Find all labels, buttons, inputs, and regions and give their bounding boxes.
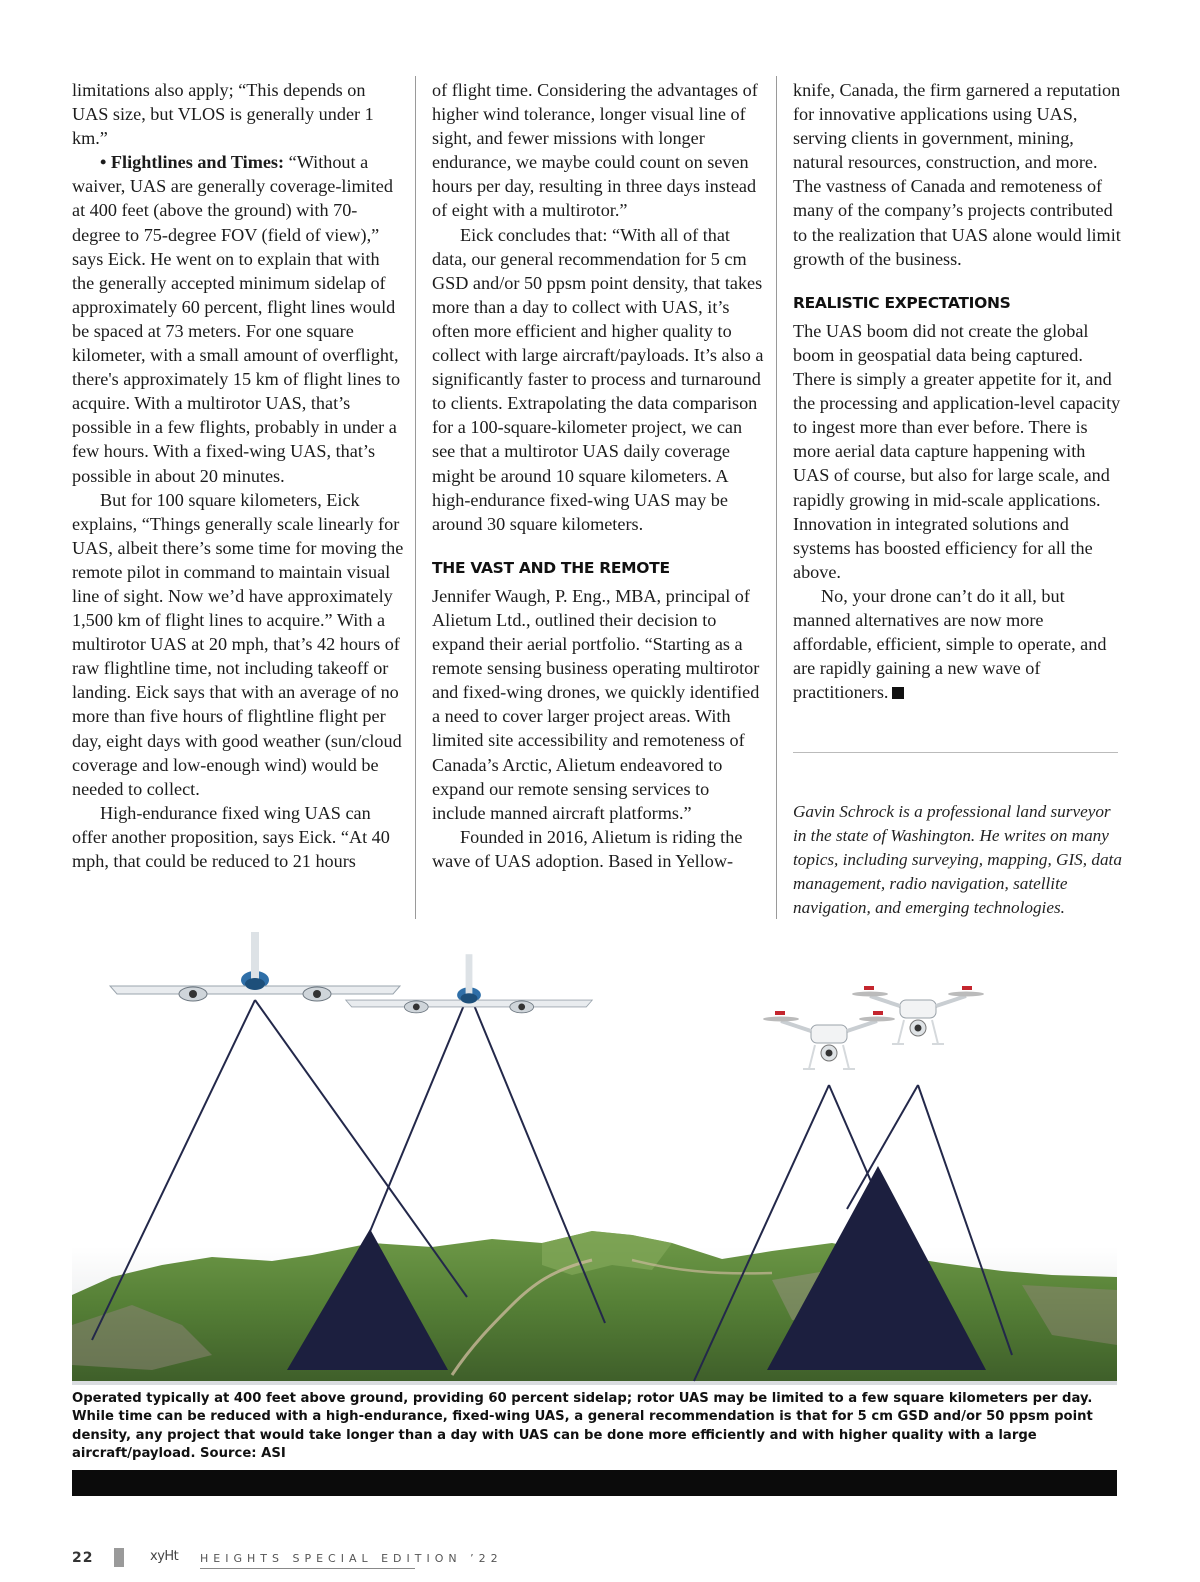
paragraph-text: No, your drone can’t do it all, but manned alternatives are now more affordable, efficient, simple to operate, and are rapidly gaining a new wave of practitioners. (793, 585, 1107, 703)
paragraph: But for 100 square kilometers, Eick explains, “Things generally scale linearly for UAS, albeit there’s some time for moving the remote pilot in command to maintain visual line of sight. Now we’d have approximately 1,500 km of flight lines to acquire.” With a multirotor UAS at 20 mph, that’s 42 hours of raw flightline time, not including takeoff or landing. Eick says that with an average of no more than five hours of flightline flight per day, eight days with good weather (sun/cloud coverage and low-enough wind) would be needed to collect. (72, 489, 404, 799)
aerial-coverage-illustration (72, 925, 1117, 1385)
paragraph: limitations also apply; “This depends on UAS size, but VLOS is generally under 1 km.” (72, 80, 374, 149)
paragraph: Founded in 2016, Alietum is riding the wave of UAS adoption. Based in Yellow- (432, 826, 743, 871)
paragraph: Jennifer Waugh, P. Eng., MBA, principal of Alietum Ltd., outlined their decision to expand their aerial portfolio. “Starting as a remote sensing business operating multirotor and fixed-wing drones, we quickly identified a need to cover larger project areas. With limited site accessibility and remoteness of Canada’s Arctic, Alietum endeavored to expand our remote sensing services to include manned aircraft platforms.” (432, 585, 760, 823)
bio-divider (793, 752, 1118, 753)
edition-label: HEIGHTS SPECIAL EDITION ’22 (200, 1552, 503, 1565)
paragraph-final (793, 584, 1123, 704)
section-heading: THE VAST AND THE REMOTE (432, 558, 670, 577)
figure-caption: Operated typically at 400 feet above ground, providing 60 percent sidelap; rotor UAS may be limited to a few square kilometers per day. While time can be reduced with a high-endurance, fixed-wing UAS, a general recommendation is that for 5 cm GSD and/or 50 ppsm point density, any project that would take longer than a day with UAS can be done more efficiently and with higher quality with a large aircraft/payload. Source: ASI (72, 1391, 1093, 1461)
paragraph: High-endurance fixed wing UAS can offer another proposition, says Eick. “At 40 mph, that could be reduced to 21 hours (72, 802, 390, 871)
paragraph-text: “Without a waiver, UAS are generally coverage-limited at 400 feet (above the ground) with 70-degree to 75-degree FOV (field of view),” says Eick. He went on to explain that with the generally accepted minimum sidelap of approximately 60 percent, flight lines would be spaced at 73 meters. For one square kilometer, with a small amount of overflight, there's approximately 15 km of flight lines to acquire. With a multirotor UAS, that’s possible in a few flights, probably in under a few hours. With a fixed-wing UAS, that’s possible in about 20 minutes. (72, 152, 401, 486)
page-number: 22 (72, 1550, 94, 1566)
article-column-2 (432, 78, 764, 873)
paragraph: The UAS boom did not create the global boom in geospatial data being captured. There is simply a greater appetite for it, and the processing and application-level capacity to ingest more than ever before. There is more aerial data capture happening with UAS of course, but also for large scale, and rapidly growing in mid-scale applications. Innovation in integrated solutions and systems has boosted efficiency for all the above. (793, 320, 1121, 582)
column-rule-right (776, 76, 777, 919)
article-column-3 (793, 78, 1123, 704)
edition-underline (200, 1568, 415, 1569)
paragraph: of flight time. Considering the advantages of higher wind tolerance, longer visual line of sight, and fewer missions with longer endurance, we maybe could count on seven hours per day, resulting in three days instead of eight with a multirotor.” (432, 80, 758, 221)
paragraph: knife, Canada, the firm garnered a reputation for innovative applications using UAS, serving clients in government, mining, natural resources, construction, and more. The vastness of Canada and remoteness of many of the company’s projects contributed to the realization that UAS alone would limit growth of the business. (793, 80, 1121, 269)
author-bio: Gavin Schrock is a professional land surveyor in the state of Washington. He writes on many topics, including surveying, mapping, GIS, data management, radio navigation, satellite navigation, and emerging technologies. (793, 802, 1122, 918)
magazine-logo: xyHt (150, 1549, 179, 1564)
end-mark-icon (892, 687, 904, 699)
page-footer (72, 1548, 572, 1570)
section-heading: REALISTIC EXPECTATIONS (793, 293, 1011, 312)
paragraph: Eick concludes that: “With all of that data, our general recommendation for 5 cm GSD and/or 50 ppsm point density, that takes more than a day to collect with UAS, it’s often more efficient and higher quality to collect with large aircraft/payloads. It’s also a significantly faster to process and turnaround to clients. Extrapolating the data comparison for a 100-square-kilometer project, we can see that a multirotor UAS daily coverage might be around 10 square kilometers. A high-endurance fixed-wing UAS may be around 30 square kilometers. (432, 224, 764, 534)
paragraph-flightlines (72, 150, 404, 487)
column-rule-left (415, 76, 416, 919)
run-in-head: • Flightlines and Times: (100, 152, 285, 173)
footer-marker (114, 1548, 124, 1567)
footer-bar (72, 1470, 1117, 1496)
article-column-1 (72, 78, 404, 873)
